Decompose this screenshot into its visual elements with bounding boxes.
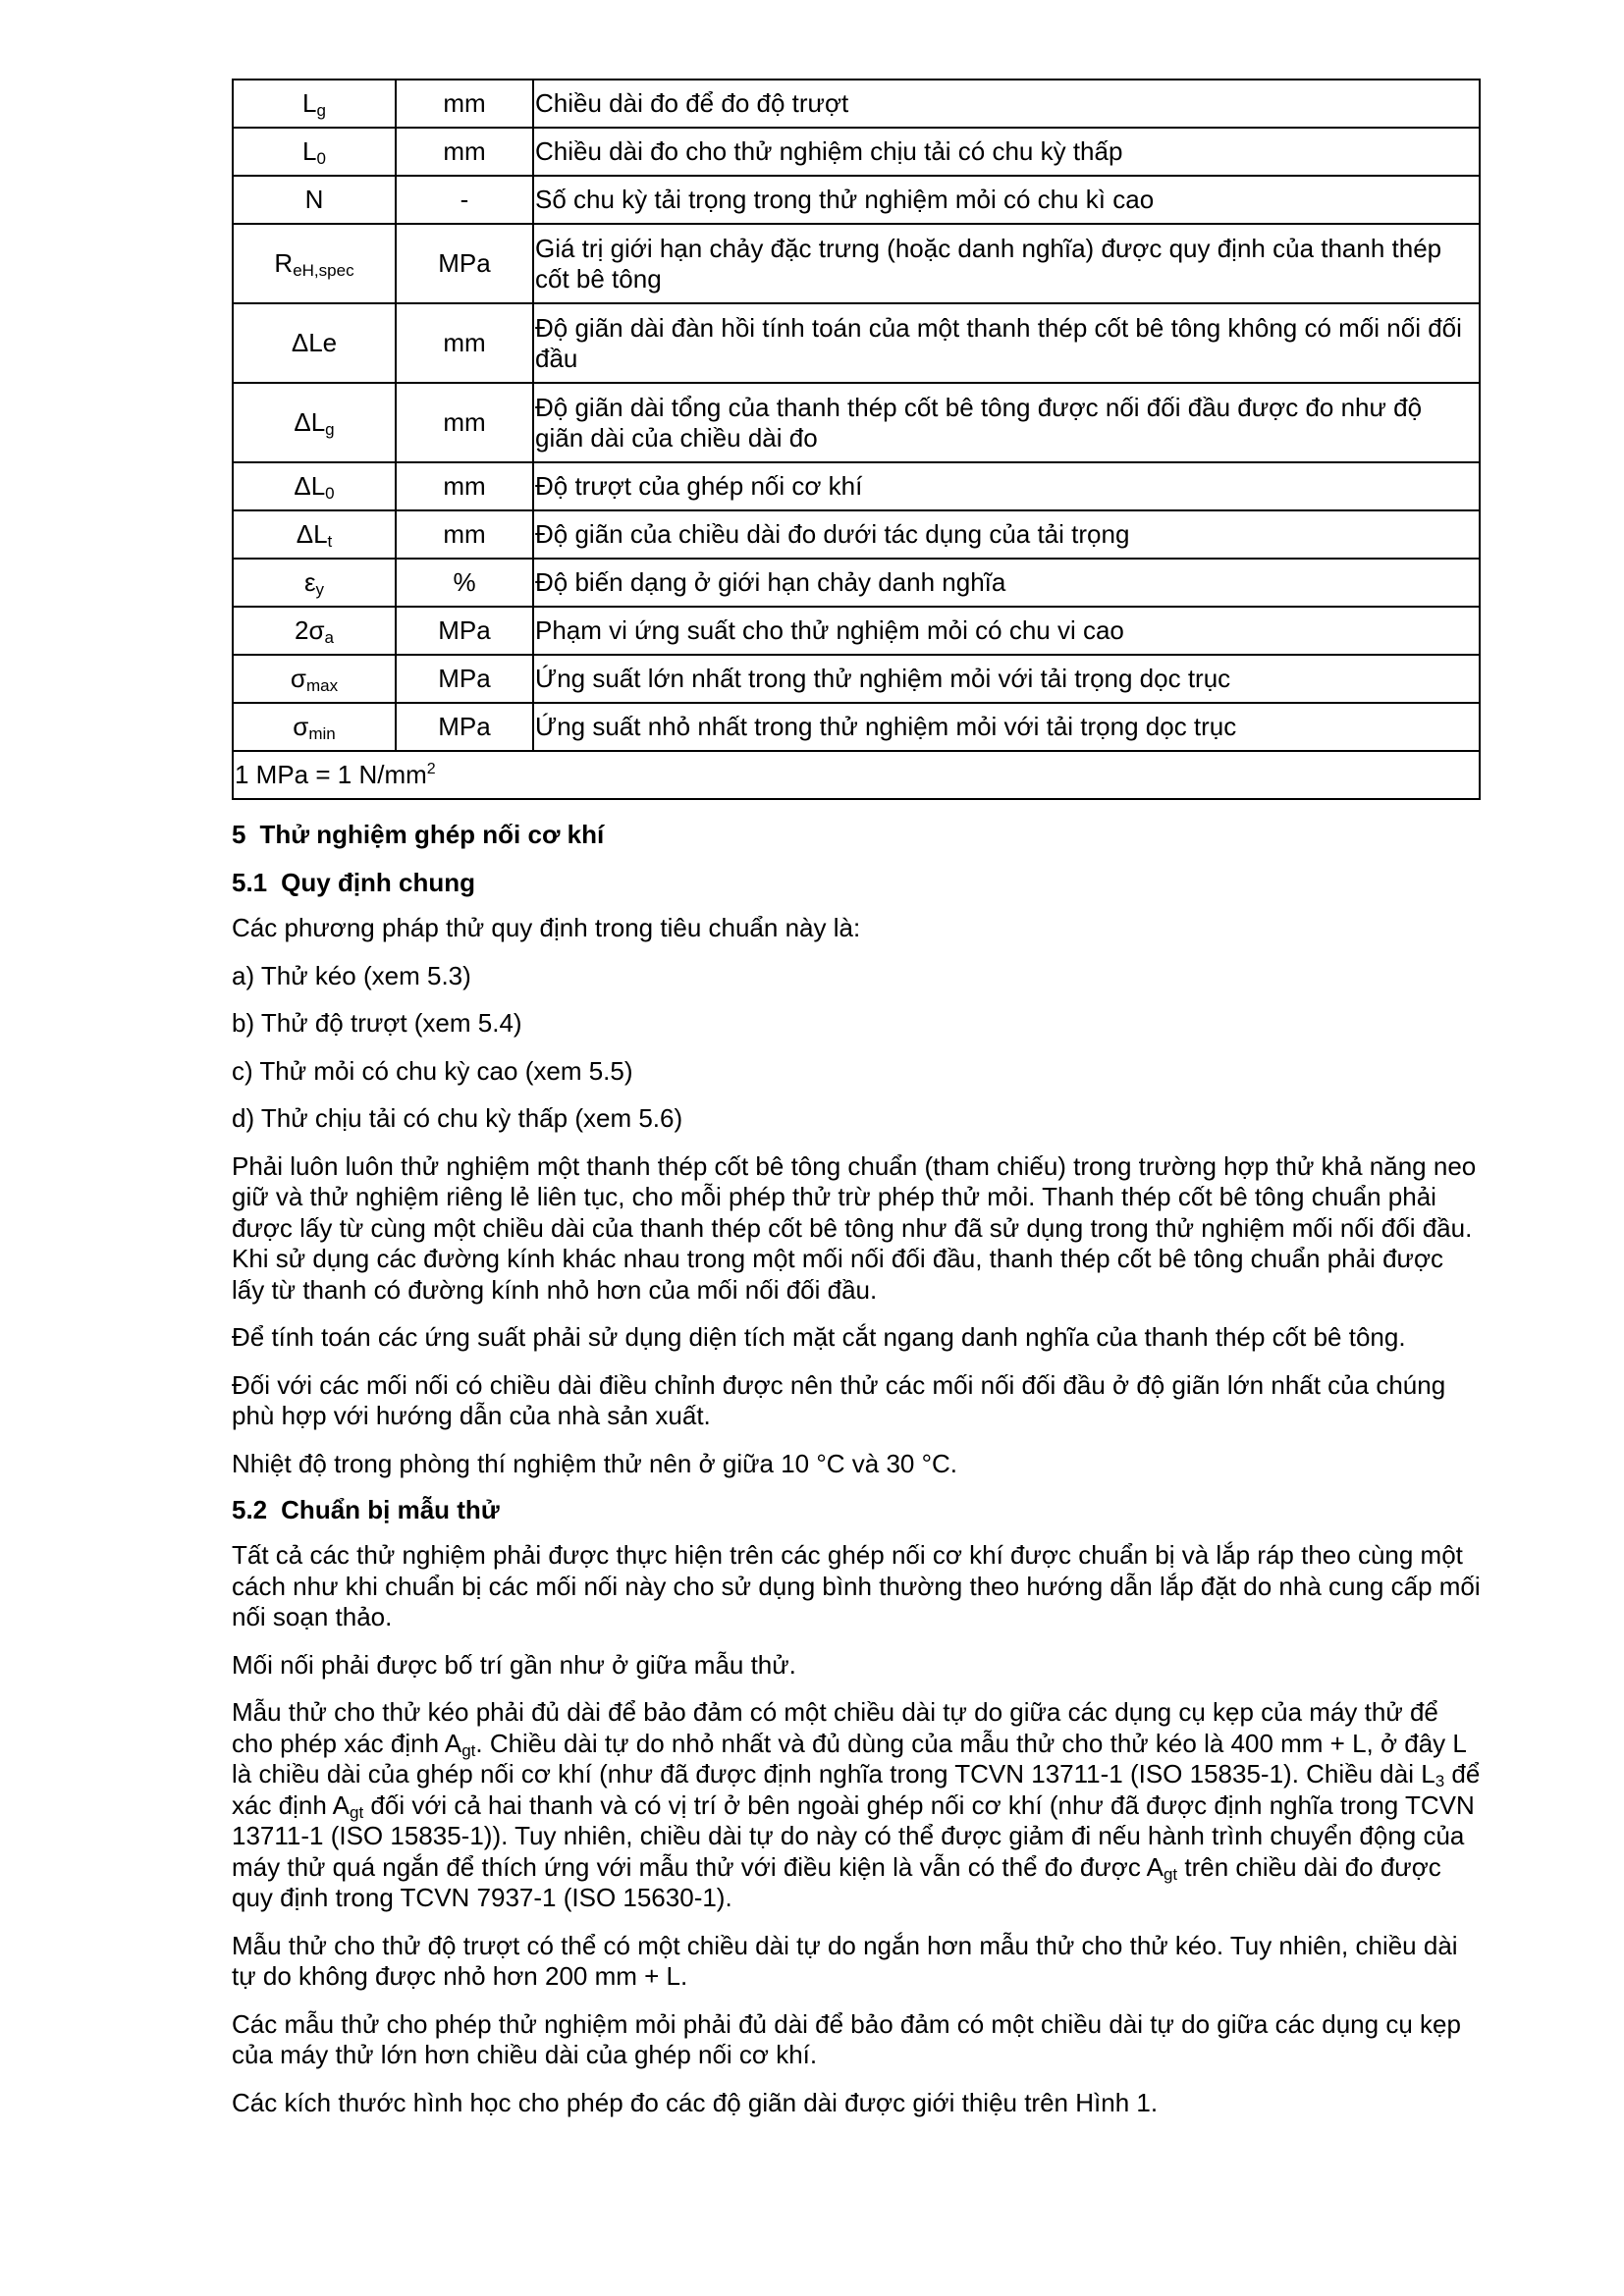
- section-5-1-title: Quy định chung: [281, 868, 476, 897]
- symbol-subscript: 0: [325, 484, 335, 503]
- table-note-sup: 2: [426, 761, 436, 777]
- symbol: ΔL: [296, 519, 328, 549]
- p3-text-5: trên chiều dài đo được quy định trong TCVN 7937-1 (ISO 15630-1).: [232, 1851, 1441, 1912]
- symbol-subscript: g: [325, 420, 335, 439]
- section-5-2-paragraph-position: Mối nối phải được bố trí gần như ở giữa mẫu thử.: [232, 1649, 796, 1680]
- section-5-2-paragraph-fatigue-length: Các mẫu thử cho phép thử nghiệm mỏi phải đủ dài để bảo đảm có một chiều dài tự do giữa các dụng cụ kẹp của máy thử lớn hơn chiều dài của ghép nối cơ khí.: [232, 2008, 1461, 2069]
- section-5-1-paragraph-stress-area: Để tính toán các ứng suất phải sử dụng diện tích mặt cắt ngang danh nghĩa của thanh thép cốt bê tông.: [232, 1322, 1406, 1352]
- description-cell: Độ trượt của ghép nối cơ khí: [533, 462, 1480, 510]
- section-5-1-paragraph-reference-bar: Phải luôn luôn thử nghiệm một thanh thép cốt bê tông chuẩn (tham chiếu) trong trường hợp thử khả năng neo giữ và thử nghiệm riêng lẻ liên tục, cho mỗi phép thử trừ phép thử mỏi. Thanh thép cốt bê tông chuẩn phải được lấy từ cùng một chiều dài của thanh thép cốt bê tông như đã sử dụng trong thử nghiệm mối nối đối đầu. Khi sử dụng các đường kính khác nhau trong một mối nối đối đầu, thanh thép cốt bê tông chuẩn phải được lấy từ thanh có đường kính nhỏ hơn của mối nối đối đầu.: [232, 1150, 1477, 1305]
- section-5-title: Thử nghiệm ghép nối cơ khí: [259, 820, 605, 849]
- table-note-text: 1 MPa = 1 N/mm: [235, 760, 427, 789]
- symbol-subscript: 0: [316, 149, 326, 168]
- list-item-d: d) Thử chịu tải có chu kỳ thấp (xem 5.6): [232, 1103, 683, 1133]
- description-cell: Số chu kỳ tải trọng trong thử nghiệm mỏi có chu kì cao: [533, 176, 1480, 224]
- symbol-subscript: t: [327, 532, 333, 551]
- symbol: σ: [293, 712, 309, 741]
- table-row: [233, 303, 1480, 383]
- symbol: ΔL: [294, 471, 326, 501]
- p3-sub-2: 3: [1435, 1772, 1445, 1790]
- list-item-a: a) Thử kéo (xem 5.3): [232, 960, 471, 990]
- p3-text-1: Mẫu thử cho thử kéo phải đủ dài để bảo đảm có một chiều dài tự do giữa các dụng cụ kẹp của máy thử để cho phép xác định A: [232, 1697, 1438, 1758]
- symbol-cell: [233, 128, 396, 176]
- symbol-subscript: eH,spec: [293, 261, 354, 280]
- description-cell: Độ biến dạng ở giới hạn chảy danh nghĩa: [533, 559, 1480, 607]
- unit-cell: mm: [396, 303, 533, 383]
- symbol: L: [302, 88, 317, 118]
- table-row: [233, 510, 1480, 559]
- symbol: ΔLe: [291, 328, 338, 357]
- description-cell: Ứng suất lớn nhất trong thử nghiệm mỏi với tải trọng dọc trục: [533, 655, 1480, 703]
- symbol: 2σ: [295, 615, 325, 645]
- symbol-cell: [233, 462, 396, 510]
- symbols-table-body: [233, 80, 1480, 751]
- list-item-c: c) Thử mỏi có chu kỳ cao (xem 5.5): [232, 1055, 633, 1086]
- section-5-heading: [232, 819, 1481, 850]
- document-page: [232, 79, 1481, 2118]
- table-row: [233, 655, 1480, 703]
- table-row: [233, 559, 1480, 607]
- section-5-1-paragraph-adjustable: Đối với các mối nối có chiều dài điều chỉnh được nên thử các mối nối đối đầu ở độ giãn lớn nhất của chúng phù hợp với hướng dẫn của nhà sản xuất.: [232, 1369, 1446, 1430]
- section-5-2-paragraph-slip-length: Mẫu thử cho thử độ trượt có thể có một chiều dài tự do ngắn hơn mẫu thử cho thử kéo. Tuy nhiên, chiều dài tự do không được nhỏ hơn 200 mm + L.: [232, 1930, 1458, 1991]
- symbol-cell: [233, 176, 396, 224]
- table-row: [233, 703, 1480, 751]
- description-cell: Ứng suất nhỏ nhất trong thử nghiệm mỏi với tải trọng dọc trục: [533, 703, 1480, 751]
- symbol-cell: [233, 703, 396, 751]
- unit-cell: mm: [396, 383, 533, 462]
- section-5-2-paragraph-tensile-length: [232, 1697, 1481, 1914]
- symbol-cell: [233, 383, 396, 462]
- unit-cell: %: [396, 559, 533, 607]
- table-row: [233, 383, 1480, 462]
- symbol-cell: [233, 655, 396, 703]
- section-5-1-intro: Các phương pháp thử quy định trong tiêu chuẩn này là:: [232, 913, 861, 942]
- symbol: σ: [290, 664, 306, 693]
- symbol-cell: [233, 607, 396, 655]
- unit-cell: MPa: [396, 607, 533, 655]
- table-row: [233, 224, 1480, 303]
- p3-sub-3: gt: [349, 1802, 364, 1822]
- symbol-subscript: g: [316, 101, 326, 120]
- symbol: ΔL: [294, 407, 326, 437]
- symbol-cell: [233, 224, 396, 303]
- description-cell: Độ giãn dài đàn hồi tính toán của một thanh thép cốt bê tông không có mối nối đối đầu: [533, 303, 1480, 383]
- description-cell: Độ giãn của chiều dài đo dưới tác dụng của tải trọng: [533, 510, 1480, 559]
- unit-cell: mm: [396, 462, 533, 510]
- unit-cell: MPa: [396, 224, 533, 303]
- section-5-2-paragraph-figure-ref: Các kích thước hình học cho phép đo các độ giãn dài được giới thiệu trên Hình 1.: [232, 2087, 1159, 2117]
- description-cell: Phạm vi ứng suất cho thử nghiệm mỏi có chu vi cao: [533, 607, 1480, 655]
- table-row: [233, 607, 1480, 655]
- symbol-subscript: min: [308, 724, 336, 743]
- table-row: [233, 462, 1480, 510]
- symbol-cell: [233, 80, 396, 128]
- symbol: N: [304, 185, 324, 214]
- unit-cell: MPa: [396, 655, 533, 703]
- section-5-1-heading: [232, 867, 1481, 898]
- description-cell: Chiều dài đo để đo độ trượt: [533, 80, 1480, 128]
- symbol-subscript: a: [324, 628, 334, 647]
- description-cell: Độ giãn dài tổng của thanh thép cốt bê tông được nối đối đầu được đo như độ giãn dài của chiều dài đo: [533, 383, 1480, 462]
- description-cell: Chiều dài đo cho thử nghiệm chịu tải có chu kỳ thấp: [533, 128, 1480, 176]
- unit-cell: mm: [396, 510, 533, 559]
- section-5-2-heading: [232, 1494, 1481, 1525]
- symbols-table: [232, 79, 1481, 800]
- p3-sub-4: gt: [1163, 1864, 1178, 1884]
- table-note: [233, 751, 1480, 799]
- section-5-2-paragraph-preparation: Tất cả các thử nghiệm phải được thực hiện trên các ghép nối cơ khí được chuẩn bị và lắp ráp theo cùng một cách như khi chuẩn bị các mối nối này cho sử dụng bình thường theo hướng dẫn lắp đặt do nhà cung cấp mối nối soạn thảo.: [232, 1540, 1481, 1631]
- p3-text-4: đối với cả hai thanh và có vị trí ở bên ngoài ghép nối cơ khí (như đã được định nghĩa trong TCVN 13711-1 (ISO 15835-1)). Tuy nhiên, chiều dài tự do này có thể được giảm đi nếu hành trình chuyển động của máy thử quá ngắn để thích ứng với mẫu thử với điều kiện là vẫn có thể đo được A: [232, 1789, 1475, 1882]
- symbol-subscript: max: [305, 676, 339, 695]
- section-5-2-number: 5.2: [232, 1495, 268, 1524]
- p3-sub-1: gt: [461, 1740, 476, 1760]
- symbol: L: [302, 136, 317, 166]
- symbol-cell: [233, 510, 396, 559]
- unit-cell: MPa: [396, 703, 533, 751]
- table-row: [233, 128, 1480, 176]
- section-5-number: 5: [232, 820, 246, 849]
- unit-cell: -: [396, 176, 533, 224]
- symbol-subscript: y: [315, 580, 325, 599]
- unit-cell: mm: [396, 80, 533, 128]
- list-item-b: b) Thử độ trượt (xem 5.4): [232, 1008, 522, 1038]
- symbol-cell: [233, 303, 396, 383]
- symbol: ε: [303, 567, 316, 597]
- section-5-1-paragraph-temperature: Nhiệt độ trong phòng thí nghiệm thử nên ở giữa 10 °C và 30 °C.: [232, 1448, 957, 1478]
- table-row: [233, 176, 1480, 224]
- p3-text-3: để xác định A: [232, 1759, 1481, 1820]
- description-cell: Giá trị giới hạn chảy đặc trưng (hoặc danh nghĩa) được quy định của thanh thép cốt bê tông: [533, 224, 1480, 303]
- section-5-1-number: 5.1: [232, 868, 268, 897]
- section-5-2-title: Chuẩn bị mẫu thử: [281, 1495, 500, 1524]
- table-row: [233, 80, 1480, 128]
- p3-text-2: . Chiều dài tự do nhỏ nhất và đủ dùng của mẫu thử cho thử kéo là 400 mm + L, ở đây L là chiều dài của ghép nối cơ khí (như đã được định nghĩa trong TCVN 13711-1 (ISO 15835-1). Chiều dài L: [232, 1728, 1466, 1789]
- table-note-row: [233, 751, 1480, 799]
- symbol: R: [274, 248, 294, 278]
- unit-cell: mm: [396, 128, 533, 176]
- symbol-cell: [233, 559, 396, 607]
